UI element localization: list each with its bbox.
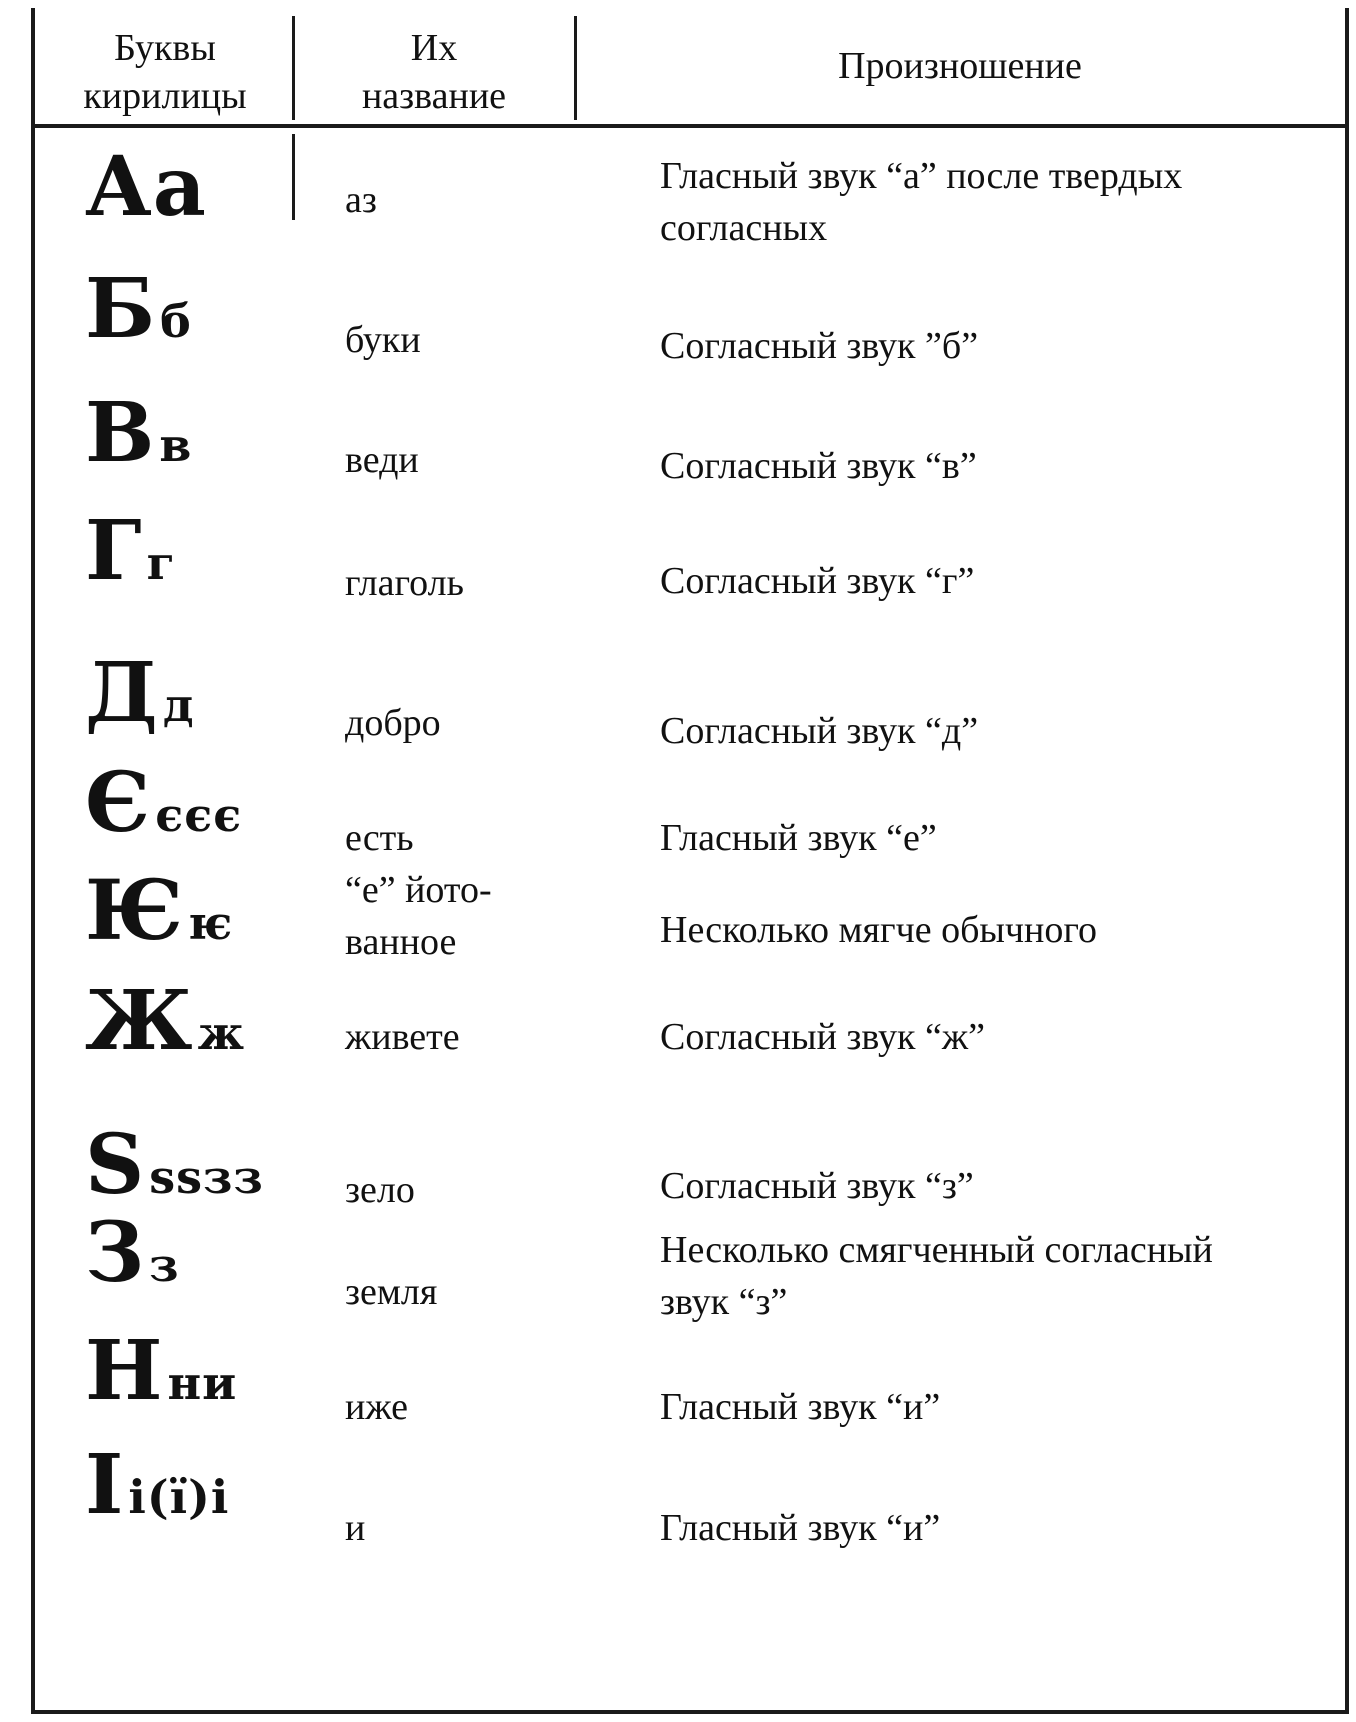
letter-name-line: земля (345, 1271, 438, 1313)
pronunciation-line: Несколько мягче обычного (660, 909, 1098, 951)
letter-name-line: буки (345, 319, 421, 361)
letter-capital: Н (85, 1323, 164, 1419)
letter-name (345, 1502, 595, 1554)
letter-small: ж (197, 1006, 246, 1060)
cyrillic-letter-glyph (85, 139, 207, 235)
header-names-line-1: Их (410, 27, 458, 69)
letter-name (345, 174, 595, 226)
pronunciation-line: Согласный звук ”б” (660, 325, 979, 367)
pronunciation (660, 1160, 1356, 1212)
letter-capital: З (85, 1205, 146, 1301)
cyrillic-letter-glyph (85, 503, 176, 599)
letter-small: з (149, 1238, 180, 1292)
pronunciation-line: Гласный звук “е” (660, 817, 937, 859)
pronunciation-line: Согласный звук “г” (660, 560, 975, 602)
letter-capital: В (85, 385, 156, 481)
column-divider-1 (292, 16, 295, 120)
pronunciation-line: Несколько смягченный согласный (660, 1229, 1213, 1271)
pronunciation-line: звук “з” (660, 1281, 788, 1323)
letter-name (345, 1266, 595, 1318)
letter-name-line: добро (345, 702, 441, 744)
letter-name-line: зело (345, 1169, 415, 1211)
header-letters (40, 24, 290, 120)
pronunciation (660, 1224, 1356, 1328)
column-divider-1-fragment (292, 134, 295, 220)
letter-name (345, 1164, 595, 1216)
cyrillic-letter-glyph (85, 261, 192, 357)
letter-name-line: иже (345, 1386, 408, 1428)
letter-small: ни (167, 1356, 238, 1410)
cyrillic-letter-glyph (85, 863, 234, 959)
letter-name-line: аз (345, 179, 377, 221)
pronunciation (660, 1502, 1356, 1554)
pronunciation (660, 705, 1356, 757)
pronunciation (660, 320, 1356, 372)
header-names (296, 24, 572, 120)
header-divider (31, 124, 1349, 128)
letter-name-line: веди (345, 439, 419, 481)
letter-name (345, 314, 595, 366)
letter-name (345, 434, 595, 486)
cyrillic-letter-glyph (85, 1117, 264, 1213)
table-border-left (31, 8, 35, 1713)
pronunciation-line: Гласный звук “и” (660, 1386, 941, 1428)
letter-small: д (162, 678, 195, 732)
letter-name (345, 1011, 595, 1063)
cyrillic-letter-glyph (85, 1437, 230, 1533)
table-border-bottom (31, 1710, 1349, 1714)
pronunciation-line: Гласный звук “а” после твердых (660, 155, 1183, 197)
cyrillic-letter-glyph (85, 1205, 180, 1301)
pronunciation (660, 440, 1356, 492)
letter-name-line: глаголь (345, 562, 464, 604)
letter-capital: Є (85, 755, 152, 851)
letter-small: ѥ (188, 896, 234, 950)
letter-small: г (146, 536, 176, 590)
cyrillic-letter-glyph (85, 973, 246, 1069)
letter-capital: Аа (85, 139, 207, 235)
pronunciation-line: Согласный звук “в” (660, 445, 977, 487)
letter-name-line: и (345, 1507, 366, 1549)
pronunciation (660, 904, 1356, 956)
header-pronunciation: Произношение (838, 45, 1082, 87)
header-letters-line-1: Буквы (114, 27, 216, 69)
letter-name-line: “е” йото- (345, 869, 492, 911)
pronunciation (660, 555, 1356, 607)
cyrillic-letter-glyph (85, 645, 195, 741)
letter-name (345, 812, 595, 864)
column-divider-2 (574, 16, 577, 120)
letter-small: б (160, 294, 192, 348)
letter-capital: Б (85, 261, 157, 357)
pronunciation-line: Согласный звук “д” (660, 710, 979, 752)
letter-name (345, 557, 595, 609)
letter-name (345, 864, 595, 968)
letter-name-line: ванное (345, 921, 457, 963)
letter-name (345, 1381, 595, 1433)
cyrillic-letter-glyph (85, 755, 243, 851)
letter-capital: І (85, 1437, 125, 1533)
pronunciation (660, 1011, 1356, 1063)
letter-capital: Г (85, 503, 143, 599)
letter-small: і(ї)і (128, 1470, 230, 1524)
letter-capital: Д (85, 645, 159, 741)
pronunciation-line: Гласный звук “и” (660, 1507, 941, 1549)
pronunciation (660, 812, 1356, 864)
header-letters-line-2: кирилицы (83, 75, 247, 117)
header-names-line-2: название (361, 75, 507, 117)
pronunciation-line: Согласный звук “ж” (660, 1016, 986, 1058)
letter-small: єєє (155, 788, 243, 842)
letter-capital: Ѕ (85, 1117, 146, 1213)
letter-name-line: живете (345, 1016, 460, 1058)
pronunciation-line: согласных (660, 207, 828, 249)
pronunciation-line: Согласный звук “з” (660, 1165, 974, 1207)
letter-name (345, 697, 595, 749)
pronunciation (660, 150, 1356, 254)
letter-name-line: есть (345, 817, 414, 859)
letter-capital: Ѥ (85, 863, 185, 959)
cyrillic-letter-glyph (85, 1323, 238, 1419)
letter-small: в (159, 418, 193, 472)
cyrillic-letter-glyph (85, 385, 193, 481)
letter-small: ѕѕзз (149, 1150, 264, 1204)
pronunciation (660, 1381, 1356, 1433)
letter-capital: Ж (85, 973, 194, 1069)
